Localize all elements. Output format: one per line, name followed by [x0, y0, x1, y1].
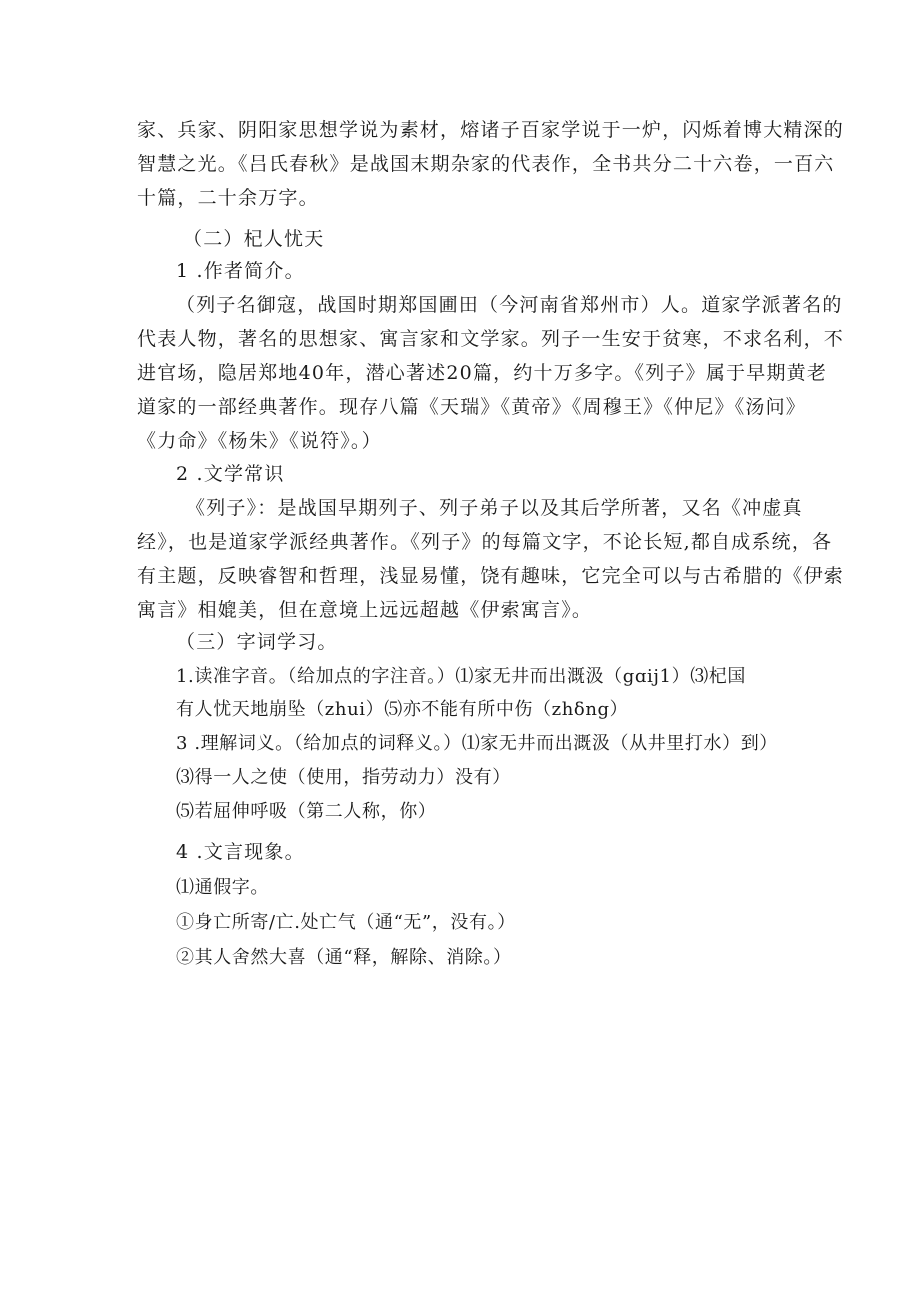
author-paragraph-line-4: 道家的一部经典著作。现存八篇《天瑞》《黄帝》《周穆王》《仲尼》《汤问》: [137, 396, 807, 418]
classical-phenomena-heading: 4 .文言现象。: [176, 841, 305, 863]
section-heading-qiren: （二）杞人忧天: [183, 228, 325, 250]
author-paragraph-line-2: 代表人物，著名的思想家、寓言家和文学家。列子一生安于贫寒，不求名利，不: [137, 328, 845, 350]
intro-paragraph-line-3: 十篇，二十余万字。: [137, 187, 319, 209]
literature-paragraph-line-3: 有主题，反映睿智和哲理，浅显易懂，饶有趣味，它完全可以与古希腊的《伊索: [137, 565, 845, 587]
tongjiazi-item-1: ①身亡所寄/亡.处亡气（通“无”，没有。）: [176, 912, 516, 933]
literature-heading: 2 .文学常识: [176, 463, 285, 485]
word-meaning-line-3: ⑸若屈伸呼吸（第二人称，你）: [176, 801, 437, 822]
pronunciation-line-2: 有人忧天地崩坠（zhui）⑸亦不能有所中伤（zhδng）: [176, 699, 629, 720]
word-meaning-line-1: 3 .理解词义。（给加点的词释义。）⑴家无井而出溉汲（从井里打水）到）: [176, 733, 778, 754]
literature-paragraph-line-4: 寓言》相媲美，但在意境上远远超越《伊索寓言》。: [137, 599, 593, 621]
section-heading-vocab: （三）字词学习。: [176, 631, 338, 653]
author-paragraph-line-1: （列子名御寇，战国时期郑国圃田（今河南省郑州市）人。道家学派著名的: [176, 294, 843, 316]
author-intro-heading: 1 .作者简介。: [176, 260, 305, 282]
word-meaning-line-2: ⑶得一人之使（使用，指劳动力）没有）: [176, 767, 511, 788]
intro-paragraph-line-2: 智慧之光。《吕氏春秋》是战国末期杂家的代表作，全书共分二十六卷，一百六: [137, 153, 835, 175]
intro-paragraph-line-1: 家、兵家、阴阳家思想学说为素材，熔诸子百家学说于一炉，闪烁着博大精深的: [137, 119, 845, 141]
author-paragraph-line-5: 《力命》《杨朱》《说符》。）: [137, 430, 382, 452]
literature-paragraph-line-2: 经》，也是道家学派经典著作。《列子》的每篇文字，不论长短,都自成系统，各: [137, 531, 833, 553]
author-paragraph-line-3: 进官场，隐居郑地40年，潜心著述20篇，约十万多字。《列子》属于早期黄老: [137, 362, 828, 384]
literature-paragraph-line-1: 《列子》：是战国早期列子、列子弟子以及其后学所著，又名《冲虚真: [186, 497, 803, 519]
tongjiazi-subheading: ⑴通假字。: [176, 877, 269, 898]
pronunciation-line-1: 1.读准字音。（给加点的字注音。）⑴家无井而出溉汲（gɑij1）⑶杞国: [176, 666, 747, 687]
tongjiazi-item-2: ②其人舍然大喜（通“释，解除、消除。）: [176, 947, 512, 968]
